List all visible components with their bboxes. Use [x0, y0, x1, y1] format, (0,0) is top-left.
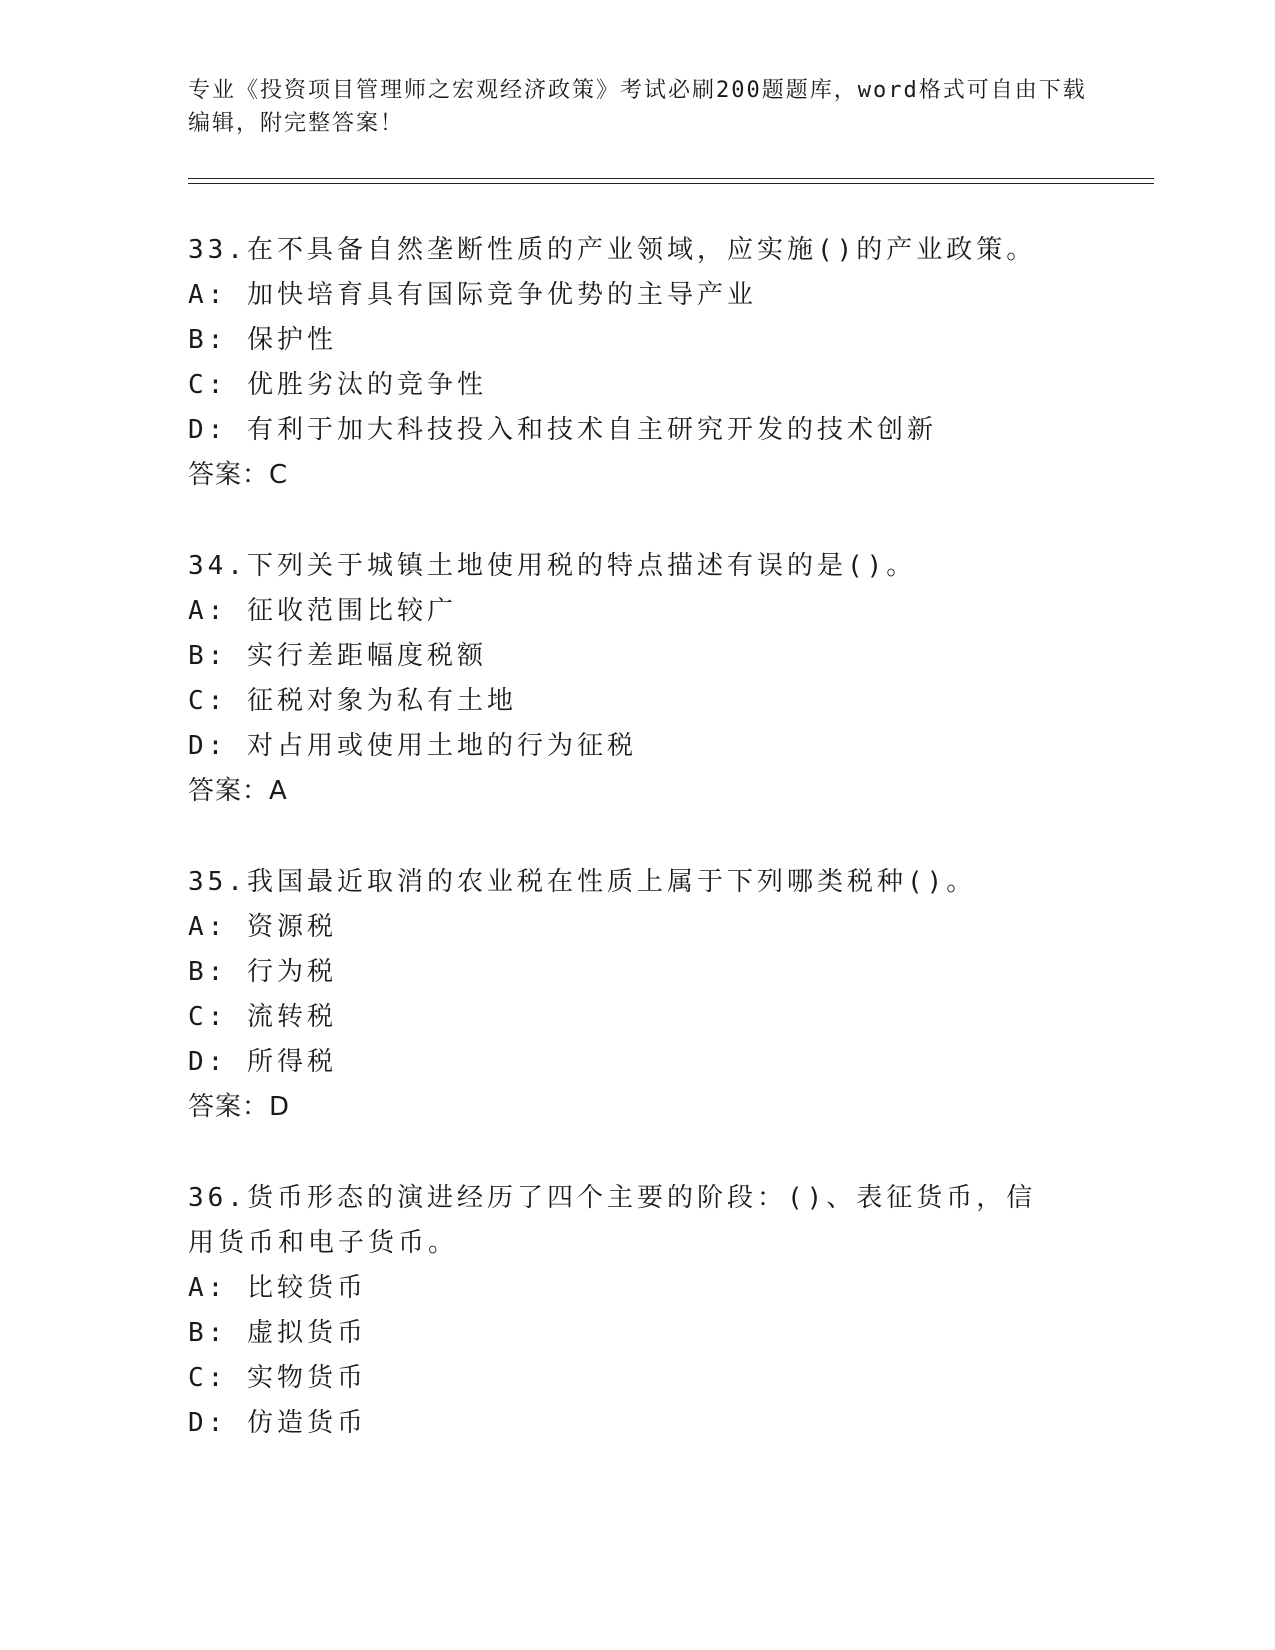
option-c: C: 征税对象为私有土地 — [188, 686, 517, 716]
option-c: C: 优胜劣汰的竞争性 — [188, 370, 487, 400]
question-36 — [188, 1176, 1058, 1446]
question-stem: 34.下列关于城镇土地使用税的特点描述有误的是()。 — [188, 551, 917, 581]
question-33 — [188, 228, 1088, 498]
option-d: D: 有利于加大科技投入和技术自主研究开发的技术创新 — [188, 415, 937, 445]
option-b: B: 行为税 — [188, 957, 337, 987]
answer: 答案：D — [188, 1092, 291, 1122]
answer: 答案：C — [188, 460, 289, 490]
option-d: D: 仿造货币 — [188, 1408, 367, 1438]
option-b: B: 实行差距幅度税额 — [188, 641, 487, 671]
option-d: D: 对占用或使用土地的行为征税 — [188, 731, 637, 761]
header-divider-top — [188, 178, 1154, 179]
option-a: A: 资源税 — [188, 912, 337, 942]
option-d: D: 所得税 — [188, 1047, 337, 1077]
option-b: B: 虚拟货币 — [188, 1318, 367, 1348]
option-c: C: 流转税 — [188, 1002, 337, 1032]
question-stem: 33.在不具备自然垄断性质的产业领域，应实施()的产业政策。 — [188, 235, 1037, 265]
question-stem: 35.我国最近取消的农业税在性质上属于下列哪类税种()。 — [188, 867, 977, 897]
option-a: A: 加快培育具有国际竞争优势的主导产业 — [188, 280, 757, 310]
question-stem: 36.货币形态的演进经历了四个主要的阶段：()、表征货币，信用货币和电子货币。 — [188, 1183, 1037, 1258]
answer: 答案：A — [188, 776, 288, 806]
question-34 — [188, 544, 1088, 814]
option-a: A: 征收范围比较广 — [188, 596, 457, 626]
option-c: C: 实物货币 — [188, 1363, 367, 1393]
question-35 — [188, 860, 1088, 1130]
option-a: A: 比较货币 — [188, 1273, 367, 1303]
option-b: B: 保护性 — [188, 325, 337, 355]
header-divider-bottom — [188, 183, 1154, 184]
document-header: 专业《投资项目管理师之宏观经济政策》考试必刷200题题库，word格式可自由下载编辑，附完整答案！ — [188, 78, 1087, 136]
